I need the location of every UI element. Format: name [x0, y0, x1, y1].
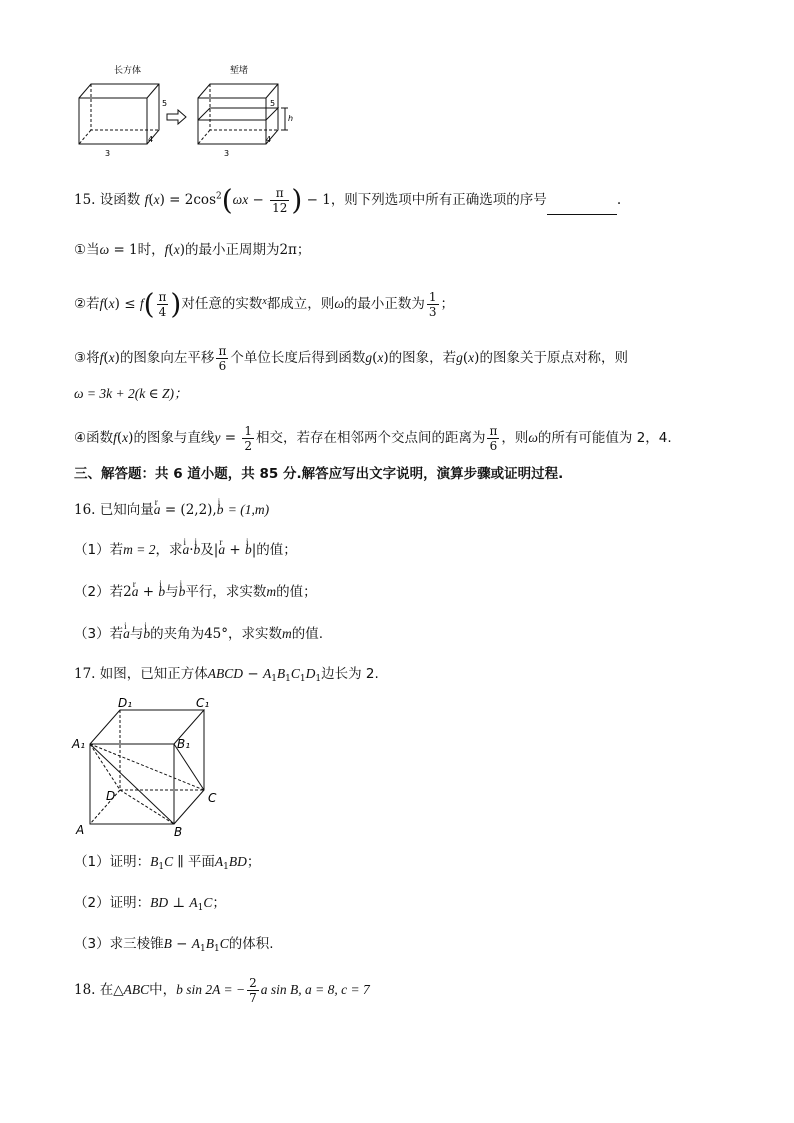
svg-text:4: 4: [148, 135, 154, 144]
svg-text:4: 4: [266, 135, 272, 144]
q15-option1: ①当ω = 1时，f(x)的最小正周期为2π；: [74, 242, 311, 258]
figure-cube: [70, 696, 230, 838]
q17-part3: （3）求三棱锥$B - A_1B_1C$的体积.: [74, 936, 274, 954]
q16-part2: （2）若2r a + i b与i b平行，求实数m的值；: [74, 582, 317, 602]
q17-prompt: 17. 如图，已知正方体ABCD − $A_1B_1C_1D_1$边长为 2.: [74, 666, 379, 684]
q17-part2: （2）证明：BD ⊥ $A_1C$；: [74, 895, 226, 913]
svg-text:5: 5: [162, 99, 168, 108]
answer-blank[interactable]: [547, 200, 617, 215]
q15-option2: ②若f(x) ≤ f( $\frac{\pi}{4}$ )对任意的实数$^x$都成立，则ω的最小正数为 $\frac{1}{3}$ ；: [74, 287, 454, 321]
label-A: A: [76, 823, 85, 837]
figure-prism: [74, 62, 314, 162]
q15-option3: ③将f(x)的图象向左平移 $\frac{\pi}{6}$ 个单位长度后得到函数g(x)的图象，若g(x)的图象关于原点对称，则: [74, 344, 628, 373]
label-B: B: [174, 825, 183, 838]
section-heading: 三、解答题：共 6 道小题，共 85 分.解答应写出文字说明，演算步骤或证明过程.: [74, 466, 564, 482]
label-C1: C₁: [196, 696, 210, 710]
label-D: D: [106, 789, 116, 803]
q16-prompt: 16. 已知向量r a = (2,2),i b = (1,m): [74, 500, 269, 520]
svg-text:3: 3: [224, 149, 230, 158]
q16-part1: （1）若m = 2，求i a·i b及|r a + i b|的值；: [74, 540, 297, 560]
label-C: C: [208, 791, 217, 805]
label-A1: A₁: [72, 737, 86, 751]
svg-text:h: h: [288, 114, 294, 123]
label-qiandu: 堑堵: [230, 66, 249, 76]
label-box: 长方体: [114, 66, 142, 76]
q18-prompt: 18. 在△ABC中，b sin 2A = − $\frac{2}{7}$ a sin B, a = 8, c = 7: [74, 976, 370, 1005]
label-D1: D₁: [118, 696, 133, 710]
label-B1: B₁: [177, 737, 191, 751]
svg-text:3: 3: [105, 149, 111, 158]
q16-part3: （3）若i a与i b的夹角为45°，求实数m的值.: [74, 624, 323, 644]
q15-option3-line2: ω = 3k + 2(k ∈ Z)；: [74, 386, 188, 401]
q15-option4: ④函数f(x)的图象与直线y = $\frac{1}{2}$ 相交，若存在相邻两个交点间的距离为 $\frac{\pi}{6}$ ，则ω的所有可能值为 2，4.: [74, 424, 672, 453]
q15-prompt: 15. 设函数 $f(x) = 2\cos^2(\omega x$ − $\frac{\pi}{12}$ ) − 1，则下列选项中所有正确选项的序号 .: [74, 183, 622, 217]
q17-part1: （1）证明：$B_1C$ ∥ 平面$A_1BD$；: [74, 854, 261, 872]
svg-text:5: 5: [270, 99, 276, 108]
arrow-icon: [167, 110, 186, 124]
